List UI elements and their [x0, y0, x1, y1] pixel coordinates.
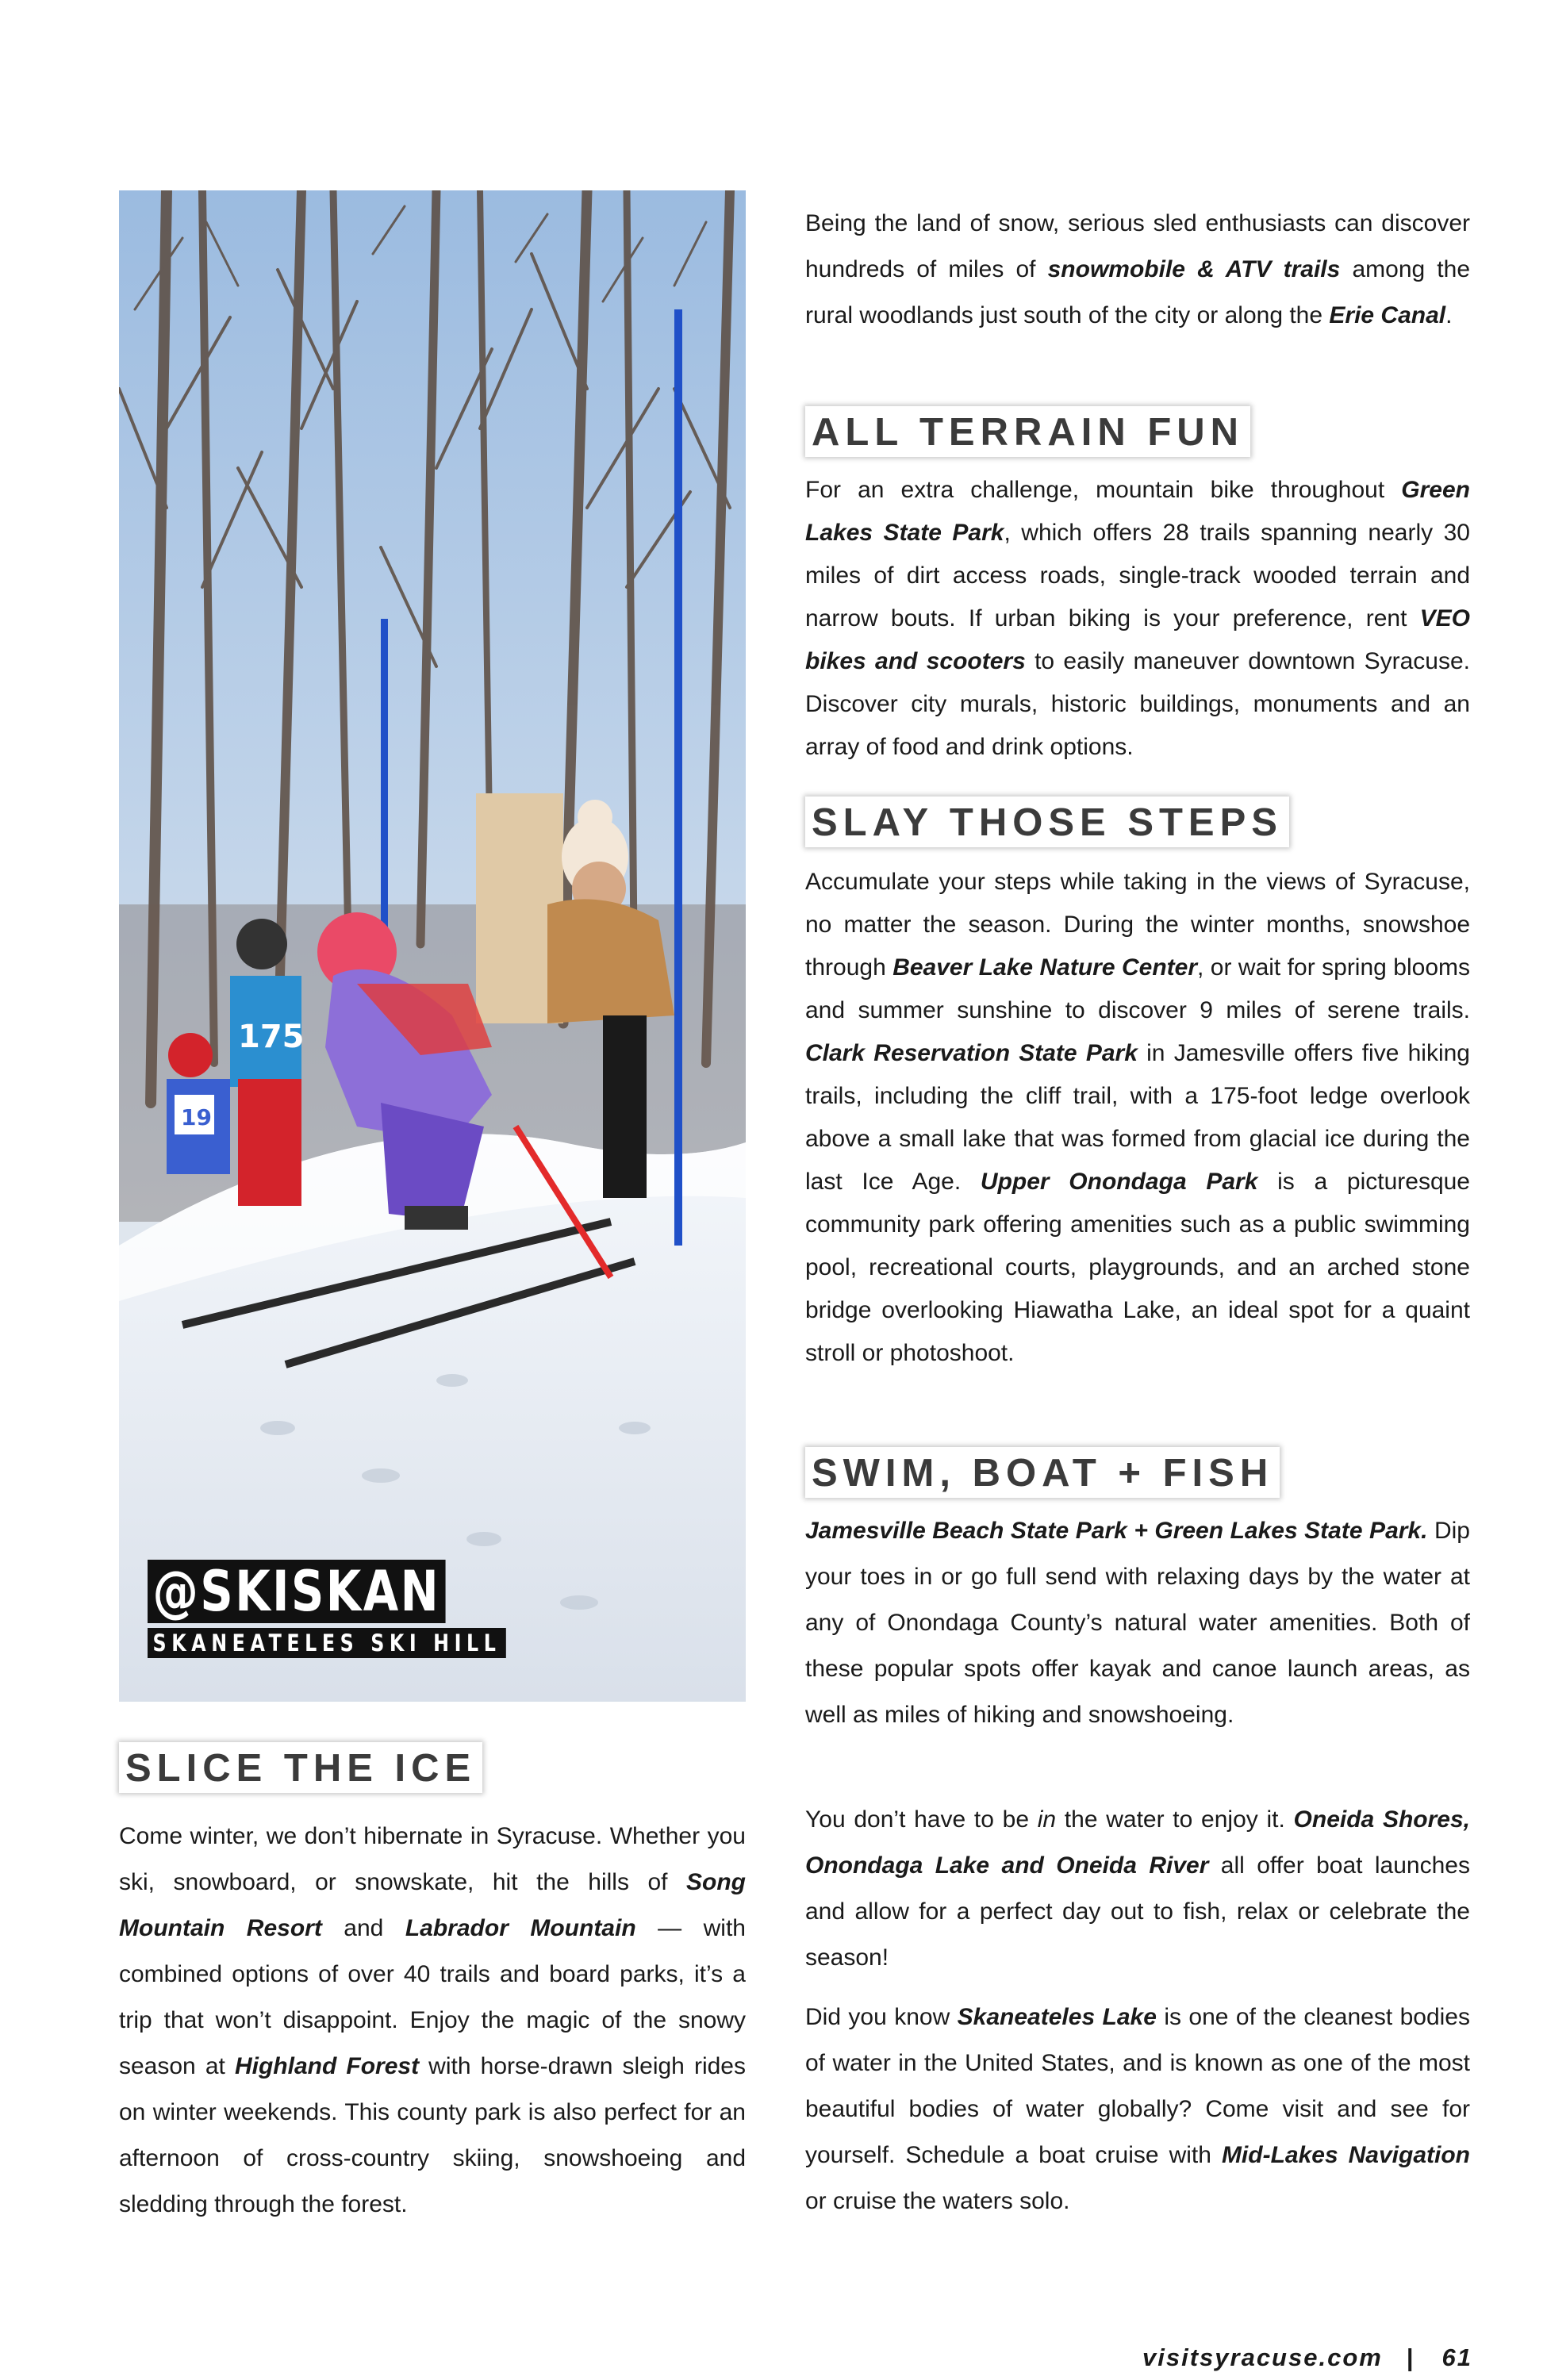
heading-slay-those-steps: SLAY THOSE STEPS — [805, 797, 1289, 847]
veo-bikes-link: VEO bikes and scooters — [805, 605, 1470, 674]
skaneateles-lake-link: Skaneateles Lake — [957, 2004, 1157, 2030]
slice-the-ice-paragraph: Come winter, we don’t hibernate in Syracuse. Whether you ski, snowboard, or snowskate, hit the hills of Song Mountain Resort and Labrador Mountain — with combined options of over 40 trails and board parks, it’s a trip that won’t disappoint. Enjoy the magic of the snowy season at Highland Forest with horse-drawn sleigh rides on winter weekends. This county park is also perfect for an afternoon of cross-country skiing, snowshoeing and sledding through the forest. — [119, 1823, 746, 2217]
mid-lakes-navigation-link: Mid-Lakes Navigation — [1221, 2142, 1470, 2168]
swim-paragraph-2: You don’t have to be in the water to enjoy it. Oneida Shores, Onondaga Lake and Oneida River all offer boat launches and allow for a perfect day out to fish, relax or celebrate the season! — [805, 1806, 1470, 1971]
heading-swim-boat-fish: SWIM, BOAT + FISH — [805, 1447, 1280, 1498]
swim-paragraph-1: Jamesville Beach State Park + Green Lakes State Park. Dip your toes in or go full send with relaxing days by the water at any of Onondaga County’s natural water amenities. Both of these popular spots offer kayak and canoe launch areas, as well as miles of hiking and snowshoeing. — [805, 1518, 1470, 1728]
labrador-mountain-link: Labrador Mountain — [405, 1915, 636, 1941]
heading-slice-the-ice: SLICE THE ICE — [119, 1742, 482, 1793]
beaver-lake-link: Beaver Lake Nature Center — [892, 954, 1198, 981]
instagram-handle: @SKISKAN — [148, 1560, 446, 1623]
footer-separator: | — [1406, 2344, 1415, 2371]
oneida-shores-link: Oneida Shores, Onondaga Lake and Oneida River — [805, 1806, 1470, 1879]
heading-all-terrain-fun: ALL TERRAIN FUN — [805, 406, 1250, 457]
bib-number-19: 19 — [181, 1104, 212, 1130]
ski-hill-photo — [119, 190, 746, 1702]
bib-number-175: 175 — [238, 1019, 305, 1055]
all-terrain-paragraph: For an extra challenge, mountain bike throughout Green Lakes State Park, which offers 28 trails spanning nearly 30 miles of dirt access roads, single-track wooded terrain and narrow bouts. If urban biking is your preference, rent VEO bikes and scooters to easily maneuver downtown Syracuse. Discover city murals, historic buildings, monuments and an array of food and drink options. — [805, 477, 1470, 760]
clark-reservation-link: Clark Reservation State Park — [805, 1040, 1138, 1066]
green-lakes-link: Green Lakes State Park — [805, 477, 1470, 546]
website-url: visitsyracuse.com — [1142, 2344, 1383, 2371]
photo-caption: SKANEATELES SKI HILL — [148, 1628, 506, 1658]
highland-forest-link: Highland Forest — [234, 2053, 420, 2079]
slay-steps-paragraph: Accumulate your steps while taking in the views of Syracuse, no matter the season. During the winter months, snowshoe through Beaver Lake Nature Center, or wait for spring blooms and summer sunshine to discover 9 miles of serene trails. Clark Reservation State Park in Jamesville offers five hiking trails, including the cliff trail, with a 175-foot ledge overlook above a small lake that was formed from glacial ice during the last Ice Age. Upper Onondaga Park is a picturesque community park offering amenities such as a public swimming pool, recreational courts, playgrounds, and an arched stone bridge overlooking Hiawatha Lake, an ideal spot for a quaint stroll or photoshoot. — [805, 869, 1470, 1366]
photo-credit — [148, 1560, 585, 1658]
intro-paragraph: Being the land of snow, serious sled enthusiasts can discover hundreds of miles of snowmobile & ATV trails among the rural woodlands just south of the city or along the Erie Canal. — [805, 210, 1471, 328]
erie-canal-link: Erie Canal — [1329, 302, 1446, 328]
jamesville-green-lakes-link: Jamesville Beach State Park + Green Lakes State Park. — [805, 1518, 1428, 1544]
page-footer — [1142, 2344, 1476, 2372]
snowmobile-trails-link: snowmobile & ATV trails — [1047, 256, 1341, 282]
swim-paragraph-3: Did you know Skaneateles Lake is one of the cleanest bodies of water in the United States, and is known as one of the most beautiful bodies of water globally? Come visit and see for yourself. Schedule a boat cruise with Mid-Lakes Navigation or cruise the waters solo. — [805, 2004, 1470, 2214]
upper-onondaga-link: Upper Onondaga Park — [980, 1169, 1258, 1195]
song-mountain-link: Song Mountain Resort — [119, 1869, 746, 1941]
page-number: 61 — [1441, 2344, 1472, 2371]
ski-scene-illustration — [119, 190, 746, 1702]
